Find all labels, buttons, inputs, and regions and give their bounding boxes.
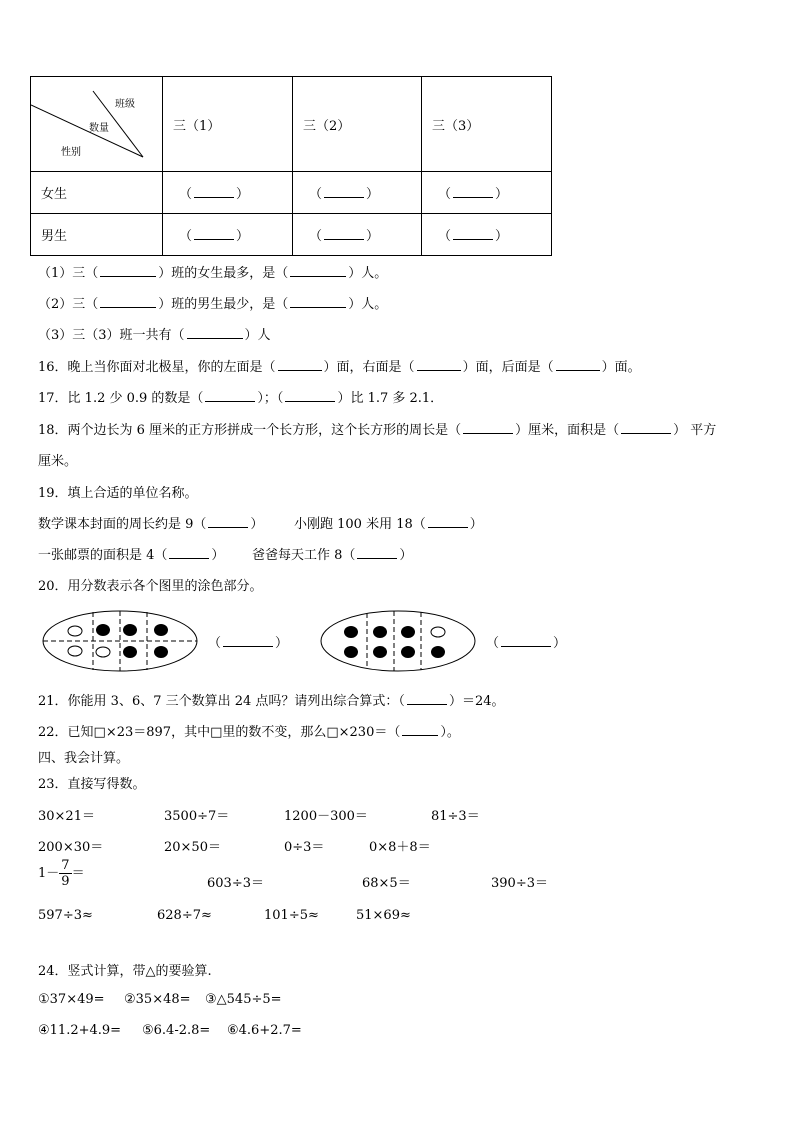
- vertical-calc-item: ⑤6.4-2.8=: [142, 1023, 211, 1038]
- answer-cell[interactable]: （ ）: [163, 214, 293, 256]
- vertical-calc-item: ③△545÷5=: [205, 992, 282, 1007]
- corner-count-label: 数量: [89, 123, 109, 134]
- calc-item: 101÷5≈: [264, 908, 319, 923]
- row-label: 女生: [31, 172, 163, 214]
- section-4-title: 四、我会计算。: [38, 751, 130, 766]
- column-header: 三（2）: [293, 77, 422, 172]
- answer-cell[interactable]: （ ）: [422, 214, 552, 256]
- q15-sub3: （3）三（3）班一共有（ ）人: [38, 328, 271, 343]
- calc-item: 390÷3＝: [491, 876, 548, 891]
- q15-sub2: （2）三（ ）班的男生最少，是（ ）人。: [38, 297, 388, 312]
- question-17: 17．比 1.2 少 0.9 的数是（ ）；（ ）比 1.7 多 2.1．: [38, 391, 444, 406]
- calc-item-fraction: 1－ $\frac{7}{9}$ ＝: [38, 858, 85, 889]
- calc-item: 0÷3＝: [284, 840, 325, 855]
- calc-item: 1200－300＝: [284, 809, 368, 824]
- answer-cell[interactable]: （ ）: [163, 172, 293, 214]
- calc-item: 51×69≈: [356, 908, 411, 923]
- corner-class-label: 班级: [115, 99, 135, 110]
- calc-item: 628÷7≈: [157, 908, 212, 923]
- question-19-title: 19．填上合适的单位名称。: [38, 486, 198, 501]
- question-21: 21．你能用 3、6、7 三个数算出 24 点吗？请列出综合算式：（ ）＝24。: [38, 694, 505, 709]
- row-label: 男生: [31, 214, 163, 256]
- answer-cell[interactable]: （ ）: [422, 172, 552, 214]
- vertical-calc-item: ①37×49=: [38, 992, 105, 1007]
- question-18: 18．两个边长为 6 厘米的正方形拼成一个长方形，这个长方形的周长是（ ）厘米，面积是（ ） 平方: [38, 423, 717, 438]
- calc-item: 200×30＝: [38, 840, 104, 855]
- question-19-line1b: 小刚跑 100 米用 18（ ）: [294, 517, 483, 532]
- calc-item: 68×5＝: [362, 876, 411, 891]
- vertical-calc-item: ④11.2+4.9=: [38, 1023, 122, 1038]
- question-19-line2b: 爸爸每天工作 8（ ）: [252, 548, 413, 563]
- calc-item: 603÷3＝: [207, 876, 264, 891]
- q15-sub1: （1）三（ ）班的女生最多，是（ ）人。: [38, 266, 388, 281]
- question-19-line1a: 数学课本封面的周长约是 9（ ）: [38, 517, 264, 532]
- oval-figure-2: [320, 610, 480, 674]
- oval-figure-1: [42, 610, 202, 674]
- q20-answer-2[interactable]: （ ）: [486, 636, 567, 651]
- table-diagonal-header: [31, 77, 163, 172]
- question-20-title: 20．用分数表示各个图里的涂色部分。: [38, 579, 263, 594]
- column-header: 三（3）: [422, 77, 552, 172]
- calc-item: 81÷3＝: [431, 809, 480, 824]
- q20-answer-1[interactable]: （ ）: [208, 636, 289, 651]
- question-18-cont: 厘米。: [38, 454, 78, 469]
- calc-item: 20×50＝: [164, 840, 221, 855]
- question-16: 16．晚上当你面对北极星，你的左面是（ ）面，右面是（ ）面，后面是（ ）面。: [38, 360, 641, 375]
- answer-cell[interactable]: （ ）: [293, 214, 422, 256]
- calc-item: 0×8＋8＝: [369, 840, 431, 855]
- question-19-line2a: 一张邮票的面积是 4（ ）: [38, 548, 225, 563]
- question-24-title: 24．竖式计算，带△的要验算.: [38, 964, 212, 979]
- class-gender-table: [30, 76, 552, 256]
- vertical-calc-item: ⑥4.6+2.7=: [227, 1023, 302, 1038]
- corner-gender-label: 性别: [61, 147, 81, 158]
- column-header: 三（1）: [163, 77, 293, 172]
- calc-item: 597÷3≈: [38, 908, 93, 923]
- calc-item: 30×21＝: [38, 809, 95, 824]
- vertical-calc-item: ②35×48=: [124, 992, 191, 1007]
- calc-item: 3500÷7＝: [164, 809, 230, 824]
- answer-cell[interactable]: （ ）: [293, 172, 422, 214]
- question-22: 22．已知□×23＝897，其中□里的数不变，那么□×230＝（ ）。: [38, 725, 460, 740]
- question-23-title: 23．直接写得数。: [38, 777, 146, 792]
